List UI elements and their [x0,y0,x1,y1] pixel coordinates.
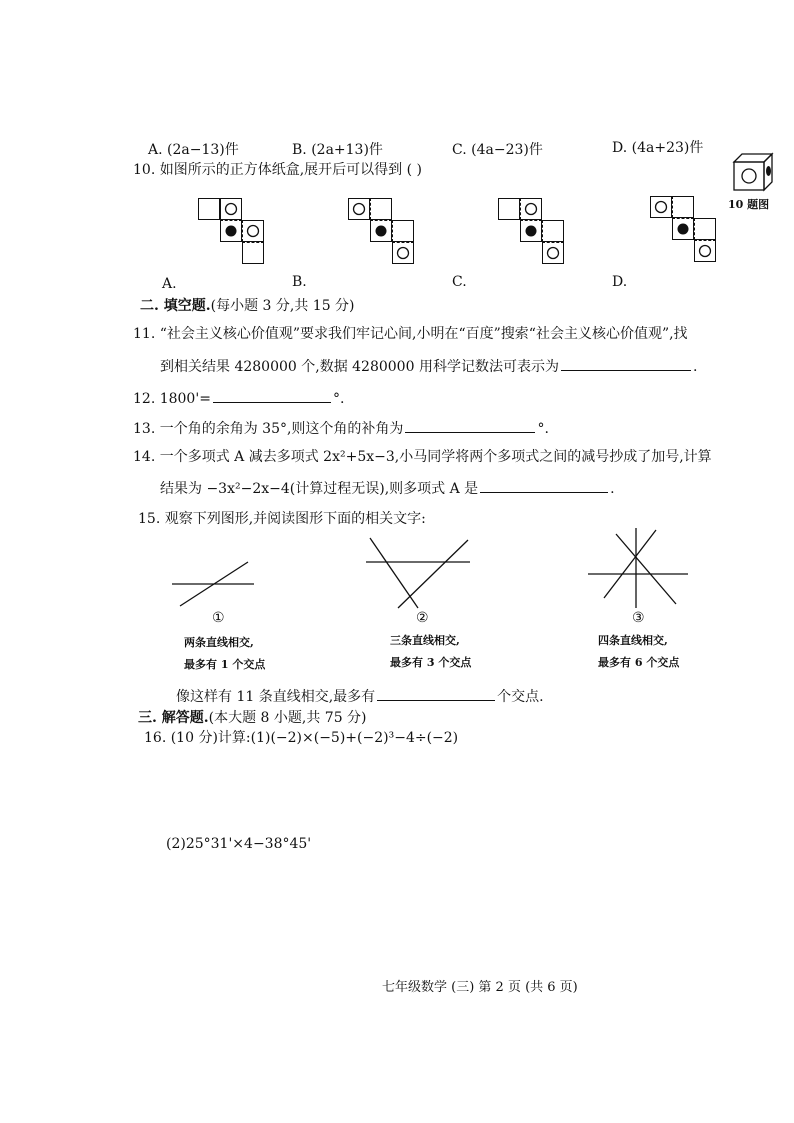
section3-heading [138,708,367,728]
section2-title: 二. 填空题. [140,298,211,314]
figure-1-caption [184,632,265,676]
net-a-face [242,220,264,242]
net-a-face [242,242,264,264]
q14-line2 [160,478,615,499]
q13-end: °. [537,421,549,437]
net-b-face [348,198,370,220]
section2-heading [140,296,355,316]
q9-option-d [612,137,703,157]
figure-1-number: ① [212,610,225,626]
figure-three-lines [362,530,474,612]
net-c-face [542,242,564,264]
net-d-face [694,240,716,262]
net-c-face [498,198,520,220]
q13 [133,418,549,439]
figure-1-caption-line2: 最多有 1 个交点 [184,658,266,671]
net-c-face [520,198,542,220]
net-d-face [694,218,716,240]
q14-answer-blank[interactable] [480,478,608,493]
q9-option-b [292,139,383,159]
figure-3-caption [598,630,679,674]
figure-3-caption-line1: 四条直线相交, [598,634,668,647]
q9-option-b-label: B. [292,142,307,158]
net-c-face [520,220,542,242]
q11-line2 [160,356,697,377]
cube-figure [730,150,778,194]
q9-option-a [148,139,239,159]
net-b-face [392,242,414,264]
net-a-face [198,198,220,220]
net-d-face [650,196,672,218]
figure-2-number: ② [416,610,429,626]
q9-option-d-label: D. [612,140,628,156]
section3-title: 三. 解答题. [138,710,209,726]
q15-answer-blank[interactable] [377,686,495,701]
q15-question-end: 个交点. [497,689,544,705]
q13-text: 13. 一个角的余角为 35°,则这个角的补角为 [133,421,404,437]
q14-end: . [610,481,615,497]
figure-four-lines [584,524,692,612]
figure-2-caption [390,630,471,674]
q16-part1: 16. (10 分)计算:(1)(−2)×(−5)+(−2)³−4÷(−2) [144,730,459,746]
net-a-face [220,220,242,242]
q9-option-a-label: A. [148,142,163,158]
q15-stem: 15. 观察下列图形,并阅读图形下面的相关文字: [138,511,426,527]
section2-note: (每小题 3 分,共 15 分) [210,298,355,314]
net-b-face [392,220,414,242]
q9-option-c-label: C. [452,142,467,158]
q10-option-a: A. [162,276,177,292]
figure-two-lines [168,556,258,612]
q14-line2-text: 结果为 −3x²−2x−4(计算过程无误),则多项式 A 是 [160,481,479,497]
q13-answer-blank[interactable] [405,418,535,433]
net-b-face [370,220,392,242]
figure-3-caption-line2: 最多有 6 个交点 [598,656,680,669]
q10-figure-label: 10 题图 [728,198,770,211]
figure-3-number: ③ [632,610,645,626]
q10-stem: 10. 如图所示的正方体纸盒,展开后可以得到 ( ) [133,162,422,178]
q10-option-c: C. [452,274,467,290]
q9-option-c-text: (4a−23)件 [471,142,543,158]
q11-answer-blank[interactable] [561,356,691,371]
q11-end: . [692,359,698,375]
q14-line1: 14. 一个多项式 A 减去多项式 2x²+5x−3,小马同学将两个多项式之间的减号抄成了加号,计算 [133,449,712,465]
q11-line2-text: 到相关结果 4280000 个,数据 4280000 用科学记数法可表示为 [160,359,559,375]
figure-2-caption-line2: 最多有 3 个交点 [390,656,472,669]
q12-end: °. [332,391,345,407]
q16-part2: (2)25°31'×4−38°45' [166,836,312,852]
net-a-face [220,198,242,220]
q9-option-a-text: (2a−13)件 [167,142,239,158]
q12-answer-blank[interactable] [213,388,331,403]
q15-question-text: 像这样有 11 条直线相交,最多有 [176,689,376,705]
q9-option-c [452,139,543,159]
figure-2-caption-line1: 三条直线相交, [390,634,460,647]
q10-option-b: B. [292,274,307,290]
q12-text: 12. 1800'= [133,391,211,407]
q12 [133,388,344,409]
q9-option-b-text: (2a+13)件 [311,142,383,158]
q9-option-d-text: (4a+23)件 [631,140,704,156]
net-c-face [542,220,564,242]
net-d-face [672,196,694,218]
q10-option-d: D. [612,274,628,290]
q11-line1: 11. “社会主义核心价值观”要求我们牢记心间,小明在“百度”搜索“社会主义核心价值观”,找 [133,326,688,342]
net-d-face [672,218,694,240]
net-b-face [370,198,392,220]
section3-note: (本大题 8 小题,共 75 分) [208,710,367,726]
figure-1-caption-line1: 两条直线相交, [184,636,254,649]
q15-question [176,686,544,707]
page-footer: 七年级数学 (三) 第 2 页 (共 6 页) [382,980,578,995]
